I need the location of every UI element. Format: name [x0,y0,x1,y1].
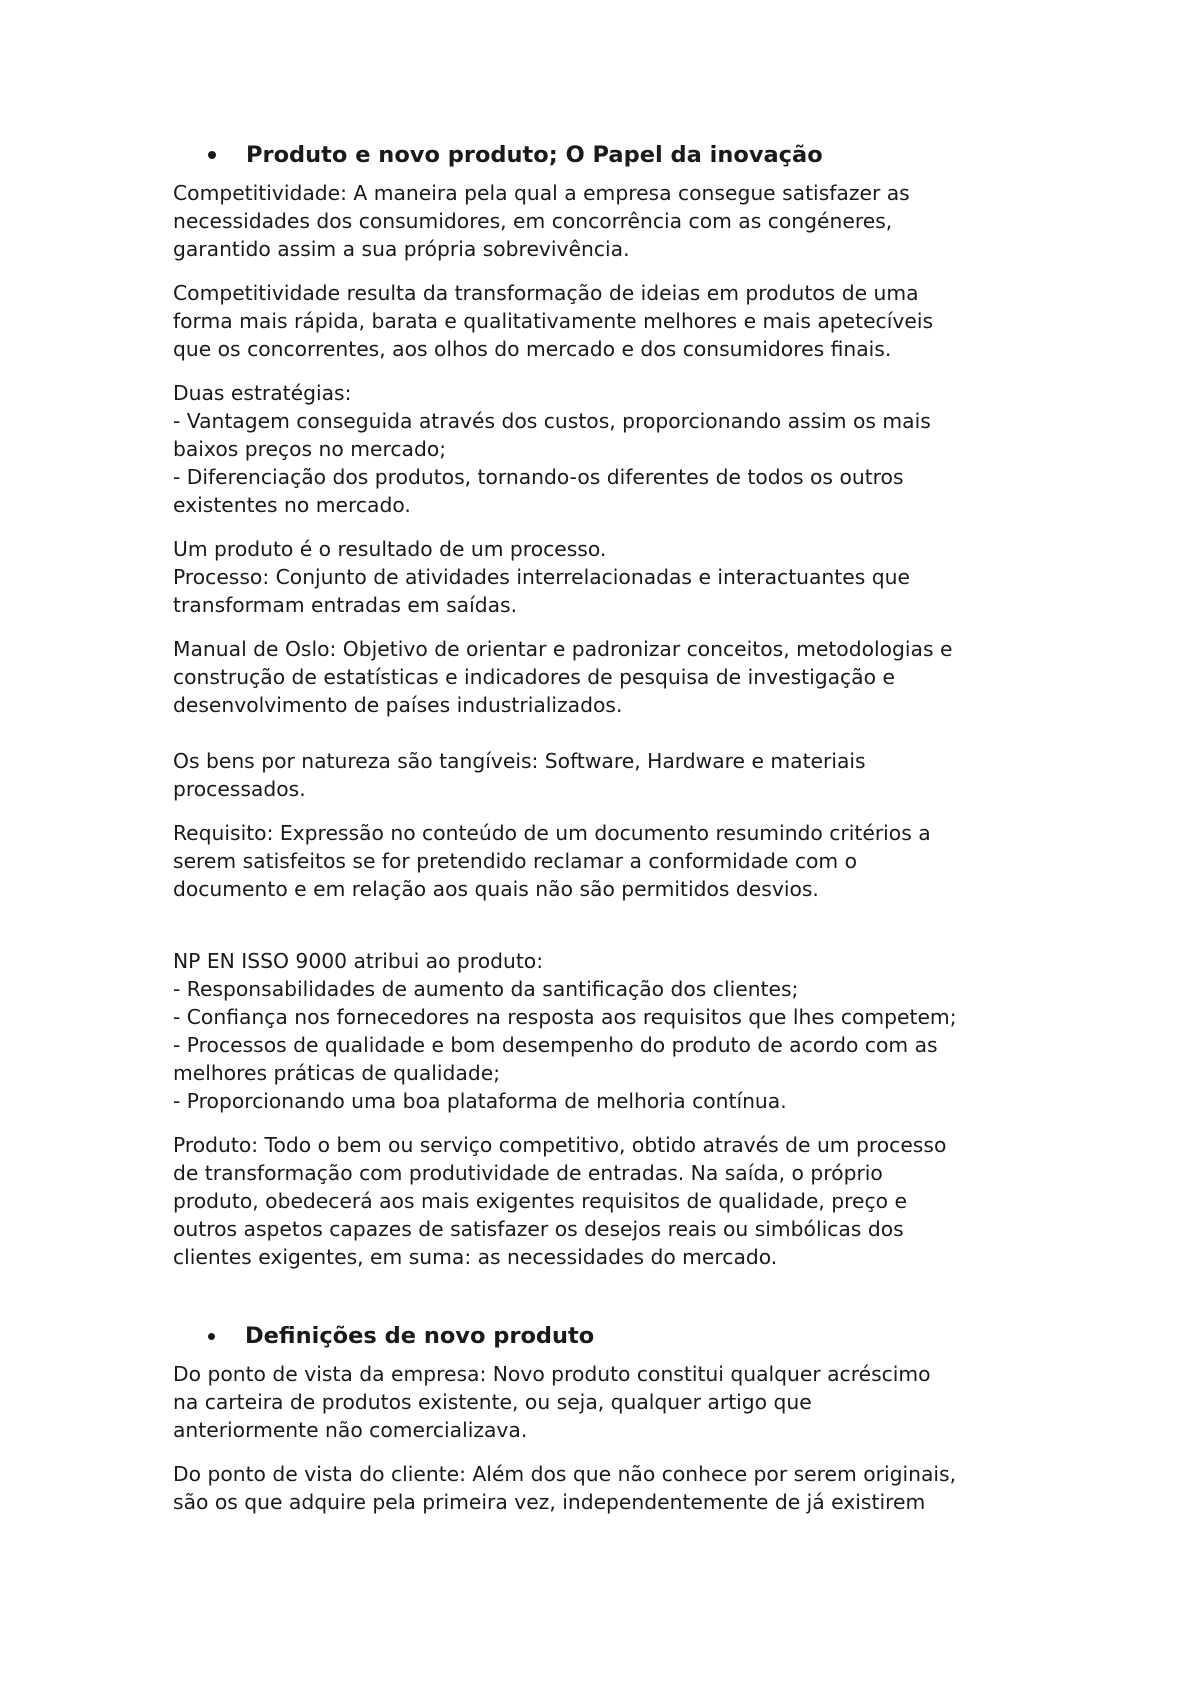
paragraph-duas-estrategias: Duas estratégias: - Vantagem conseguida através dos custos, proporcionando assim os mais baixos preços no mercado; - Diferenciação dos produtos, tornando-os diferentes de todos os outros existentes no mercado. [173,381,931,517]
bullet-icon [208,1333,215,1340]
paragraph-competitividade: Competitividade: A maneira pela qual a empresa consegue satisfazer as necessidades dos consumidores, em concorrência com as congéneres, garantido assim a sua própria sobrevivência. [173,181,910,261]
paragraph-processo: Um produto é o resultado de um processo. Processo: Conjunto de atividades interrelacionadas e interactuantes que transformam entradas em saídas. [173,537,910,617]
section-heading-text: Definições de novo produto [245,1323,595,1349]
paragraph-ponto-vista-cliente: Do ponto de vista do cliente: Além dos que não conhece por serem originais, são os que adquire pela primeira vez, independentemente de já existirem [173,1462,957,1514]
document-page [173,138,1053,1516]
section-heading-produto [173,138,1053,172]
paragraph-bens: Os bens por natureza são tangíveis: Software, Hardware e materiais processados. [173,749,866,801]
paragraph-competitividade-resulta: Competitividade resulta da transformação de ideias em produtos de uma forma mais rápida, barata e qualitativamente melhores e mais apetecíveis que os concorrentes, aos olhos do mercado e dos consumidores finais. [173,281,934,361]
section-heading-definicoes [173,1319,1053,1353]
section-heading-text: Produto e novo produto; O Papel da inovação [246,142,823,168]
paragraph-manual-oslo: Manual de Oslo: Objetivo de orientar e padronizar conceitos, metodologias e construção de estatísticas e indicadores de pesquisa de investigação e desenvolvimento de países industrializados. [173,637,953,717]
bullet-icon [208,151,216,159]
paragraph-requisito: Requisito: Expressão no conteúdo de um documento resumindo critérios a serem satisfeitos se for pretendido reclamar a conformidade com o documento e em relação aos quais não são permitidos desvios. [173,821,931,901]
paragraph-np-en-isso: NP EN ISSO 9000 atribui ao produto: - Responsabilidades de aumento da santificação dos clientes; - Confiança nos fornecedores na resposta aos requisitos que lhes competem; - Processos de qualidade e bom desempenho do produto de acordo com as melhores práticas de qualidade; - Proporcionando uma boa plataforma de melhoria contínua. [173,949,957,1113]
paragraph-produto-definicao: Produto: Todo o bem ou serviço competitivo, obtido através de um processo de transformação com produtividade de entradas. Na saída, o próprio produto, obedecerá aos mais exigentes requisitos de qualidade, preço e outros aspetos capazes de satisfazer os desejos reais ou simbólicas dos clientes exigentes, em suma: as necessidades do mercado. [173,1133,947,1269]
paragraph-ponto-vista-empresa: Do ponto de vista da empresa: Novo produto constitui qualquer acréscimo na carteira de produtos existente, ou seja, qualquer artigo que anteriormente não comercializava. [173,1362,931,1442]
